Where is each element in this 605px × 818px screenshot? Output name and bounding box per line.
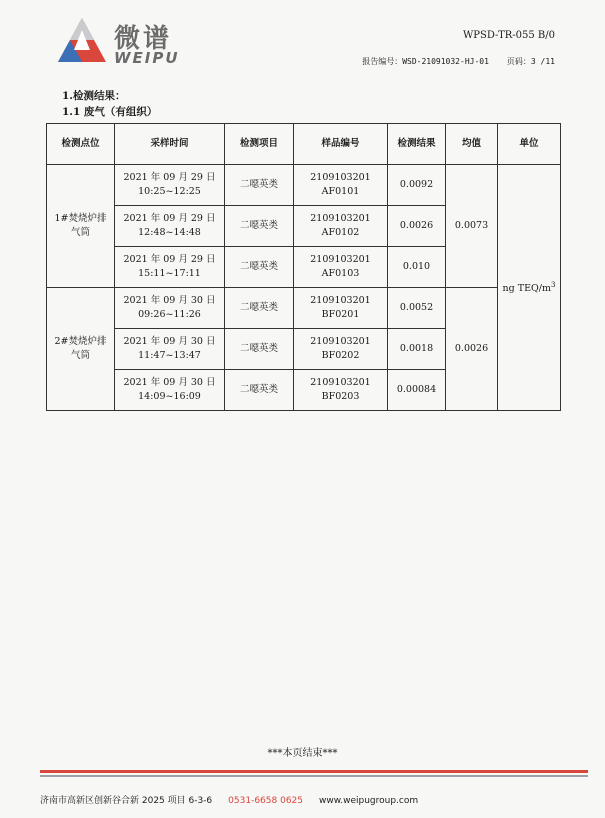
item-cell: 二噁英类	[225, 165, 294, 206]
header-point: 检测点位	[47, 124, 115, 165]
time-cell: 2021 年 09 月 30 日 11:47~13:47	[115, 329, 225, 370]
sample-cell: 2109103201 AF0102	[294, 206, 388, 247]
point-cell-2: 2#焚烧炉排气筒	[47, 288, 115, 411]
table-row	[47, 288, 561, 329]
header-sample-id: 样品编号	[294, 124, 388, 165]
page-end-mark: ***本页结束***	[267, 748, 338, 759]
header-item: 检测项目	[225, 124, 294, 165]
footer	[40, 793, 418, 806]
footer-divider-red	[40, 770, 588, 773]
item-cell: 二噁英类	[225, 288, 294, 329]
footer-website: www.weipugroup.com	[319, 796, 419, 806]
header-unit: 单位	[498, 124, 561, 165]
logo-chinese-text: 微谱	[114, 24, 173, 54]
time-cell: 2021 年 09 月 29 日 15:11~17:11	[115, 247, 225, 288]
result-cell: 0.00084	[388, 370, 446, 411]
sample-cell: 2109103201 BF0202	[294, 329, 388, 370]
result-cell: 0.0026	[388, 206, 446, 247]
footer-divider-gray	[40, 775, 588, 777]
footer-phone: 0531-6658 0625	[228, 796, 303, 806]
item-cell: 二噁英类	[225, 206, 294, 247]
result-cell: 0.010	[388, 247, 446, 288]
company-logo	[56, 16, 206, 66]
mean-cell-1: 0.0073	[446, 165, 498, 288]
sample-cell: 2109103201 AF0101	[294, 165, 388, 206]
page-number: 3 /11	[530, 57, 555, 66]
time-cell: 2021 年 09 月 30 日 14:09~16:09	[115, 370, 225, 411]
header-result: 检测结果	[388, 124, 446, 165]
table-header-row	[47, 124, 561, 165]
report-number-label: 报告编号：	[362, 57, 403, 66]
sample-cell: 2109103201 BF0203	[294, 370, 388, 411]
result-cell: 0.0052	[388, 288, 446, 329]
logo-english-text: WEIPU	[114, 49, 180, 67]
results-table	[46, 123, 561, 411]
result-cell: 0.0018	[388, 329, 446, 370]
item-cell: 二噁英类	[225, 329, 294, 370]
logo-triangle-icon	[56, 16, 108, 64]
result-cell: 0.0092	[388, 165, 446, 206]
mean-cell-2: 0.0026	[446, 288, 498, 411]
header-sampling-time: 采样时间	[115, 124, 225, 165]
section-title-exhaust: 1.1 废气（有组织）	[62, 106, 158, 118]
report-number-line	[362, 56, 555, 67]
time-cell: 2021 年 09 月 29 日 10:25~12:25	[115, 165, 225, 206]
table-row	[47, 165, 561, 206]
header-mean: 均值	[446, 124, 498, 165]
time-cell: 2021 年 09 月 29 日 12:48~14:48	[115, 206, 225, 247]
sample-cell: 2109103201 AF0103	[294, 247, 388, 288]
section-title-results: 1.检测结果：	[62, 90, 126, 102]
sample-cell: 2109103201 BF0201	[294, 288, 388, 329]
footer-address: 济南市高新区创新谷合新 2025 项目 6-3-6	[40, 796, 213, 806]
item-cell: 二噁英类	[225, 370, 294, 411]
point-cell-1: 1#焚烧炉排气筒	[47, 165, 115, 288]
unit-cell: ng TEQ/$m^3$	[498, 165, 561, 411]
report-number: WSD-21091032-HJ-01	[402, 57, 489, 66]
page-label: 页码：	[506, 57, 531, 66]
time-cell: 2021 年 09 月 30 日 09:26~11:26	[115, 288, 225, 329]
document-code: WPSD-TR-055 B/0	[462, 30, 555, 41]
item-cell: 二噁英类	[225, 247, 294, 288]
